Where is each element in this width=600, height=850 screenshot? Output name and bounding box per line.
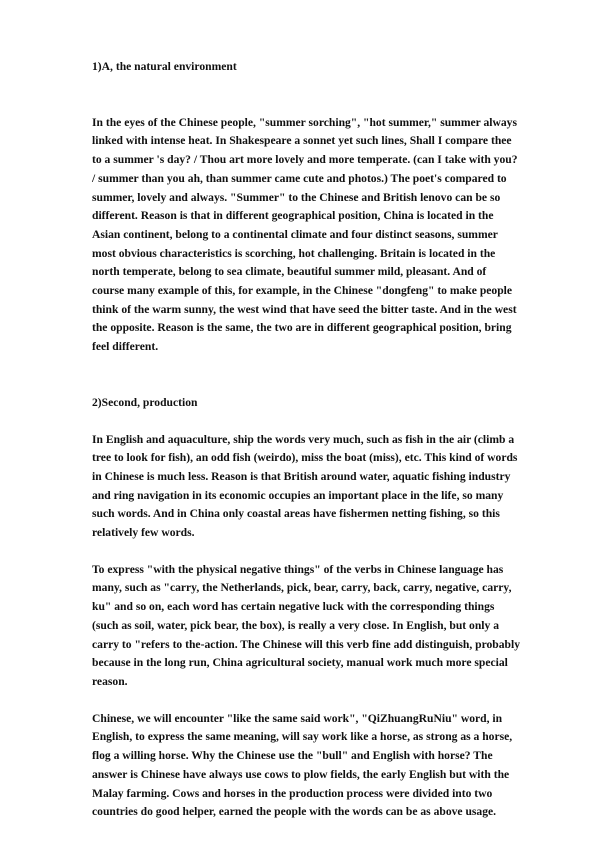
paragraph-bull-and-horse: Chinese, we will encounter "like the same said work", "QiZhuangRuNiu" word, in English, to express the same meaning, will say work like a horse, as strong as a horse, flog a willing horse. Why the Chinese use the "bull" and English with horse? The answer is Chinese have always use cows to plow fields, the early English but with the Malay farming. Cows and horses in the production process were divided into two countries do good helper, earned the people with the words can be as above usage.	[92, 711, 513, 819]
paragraph-negative-things-verbs: To express "with the physical negative things" of the verbs in Chinese language has many, such as "carry, the Netherlands, pick, bear, carry, back, carry, negative, carry, ku" and so on, each word has certain negative luck with the corresponding things (such as soil, water, pick bear, the box), is really a very close. In English, but only a carry to "refers to the-action. The Chinese will this verb fine add distinguish, probably because in the long run, China agricultural society, manual work much more special reason.	[92, 562, 521, 688]
paragraph-summer-comparison: In the eyes of the Chinese people, "summer sorching", "hot summer," summer always linked with intense heat. In Shakespeare a sonnet yet such lines, Shall I compare thee to a summer 's day? / Thou art more lovely and more temperate. (can I take with you? / summer than you ah, than summer came cute and photos.) The poet's compared to summer, lovely and always. "Summer" to the Chinese and British lenovo can be so different. Reason is that in different geographical position, China is located in the Asian continent, belong to a continental climate and four distinct seasons, summer most obvious characteristics is scorching, hot challenging. Britain is located in the north temperate, belong to sea climate, beautiful summer mild, pleasant. And of course many example of this, for example, in the Chinese "dongfeng" to make people think of the warm sunny, the west wind that have seed the bitter taste. And in the west the opposite. Reason is the same, the two are in different geographical position, bring feel different.	[92, 115, 518, 354]
paragraph-aquaculture-words: In English and aquaculture, ship the words very much, such as fish in the air (climb a tree to look for fish), an odd fish (weirdo), miss the boat (miss), etc. This kind of words in Chinese is much less. Reason is that British around water, aquatic fishing industry and ring navigation in its economic occupies an important place in the life, so many such words. And in China only coastal areas have fishermen netting fishing, so this relatively few words.	[92, 432, 518, 540]
section-heading-natural-environment: 1)A, the natural environment	[92, 60, 237, 73]
document-body	[92, 58, 520, 822]
section-heading-production: 2)Second, production	[92, 395, 198, 409]
